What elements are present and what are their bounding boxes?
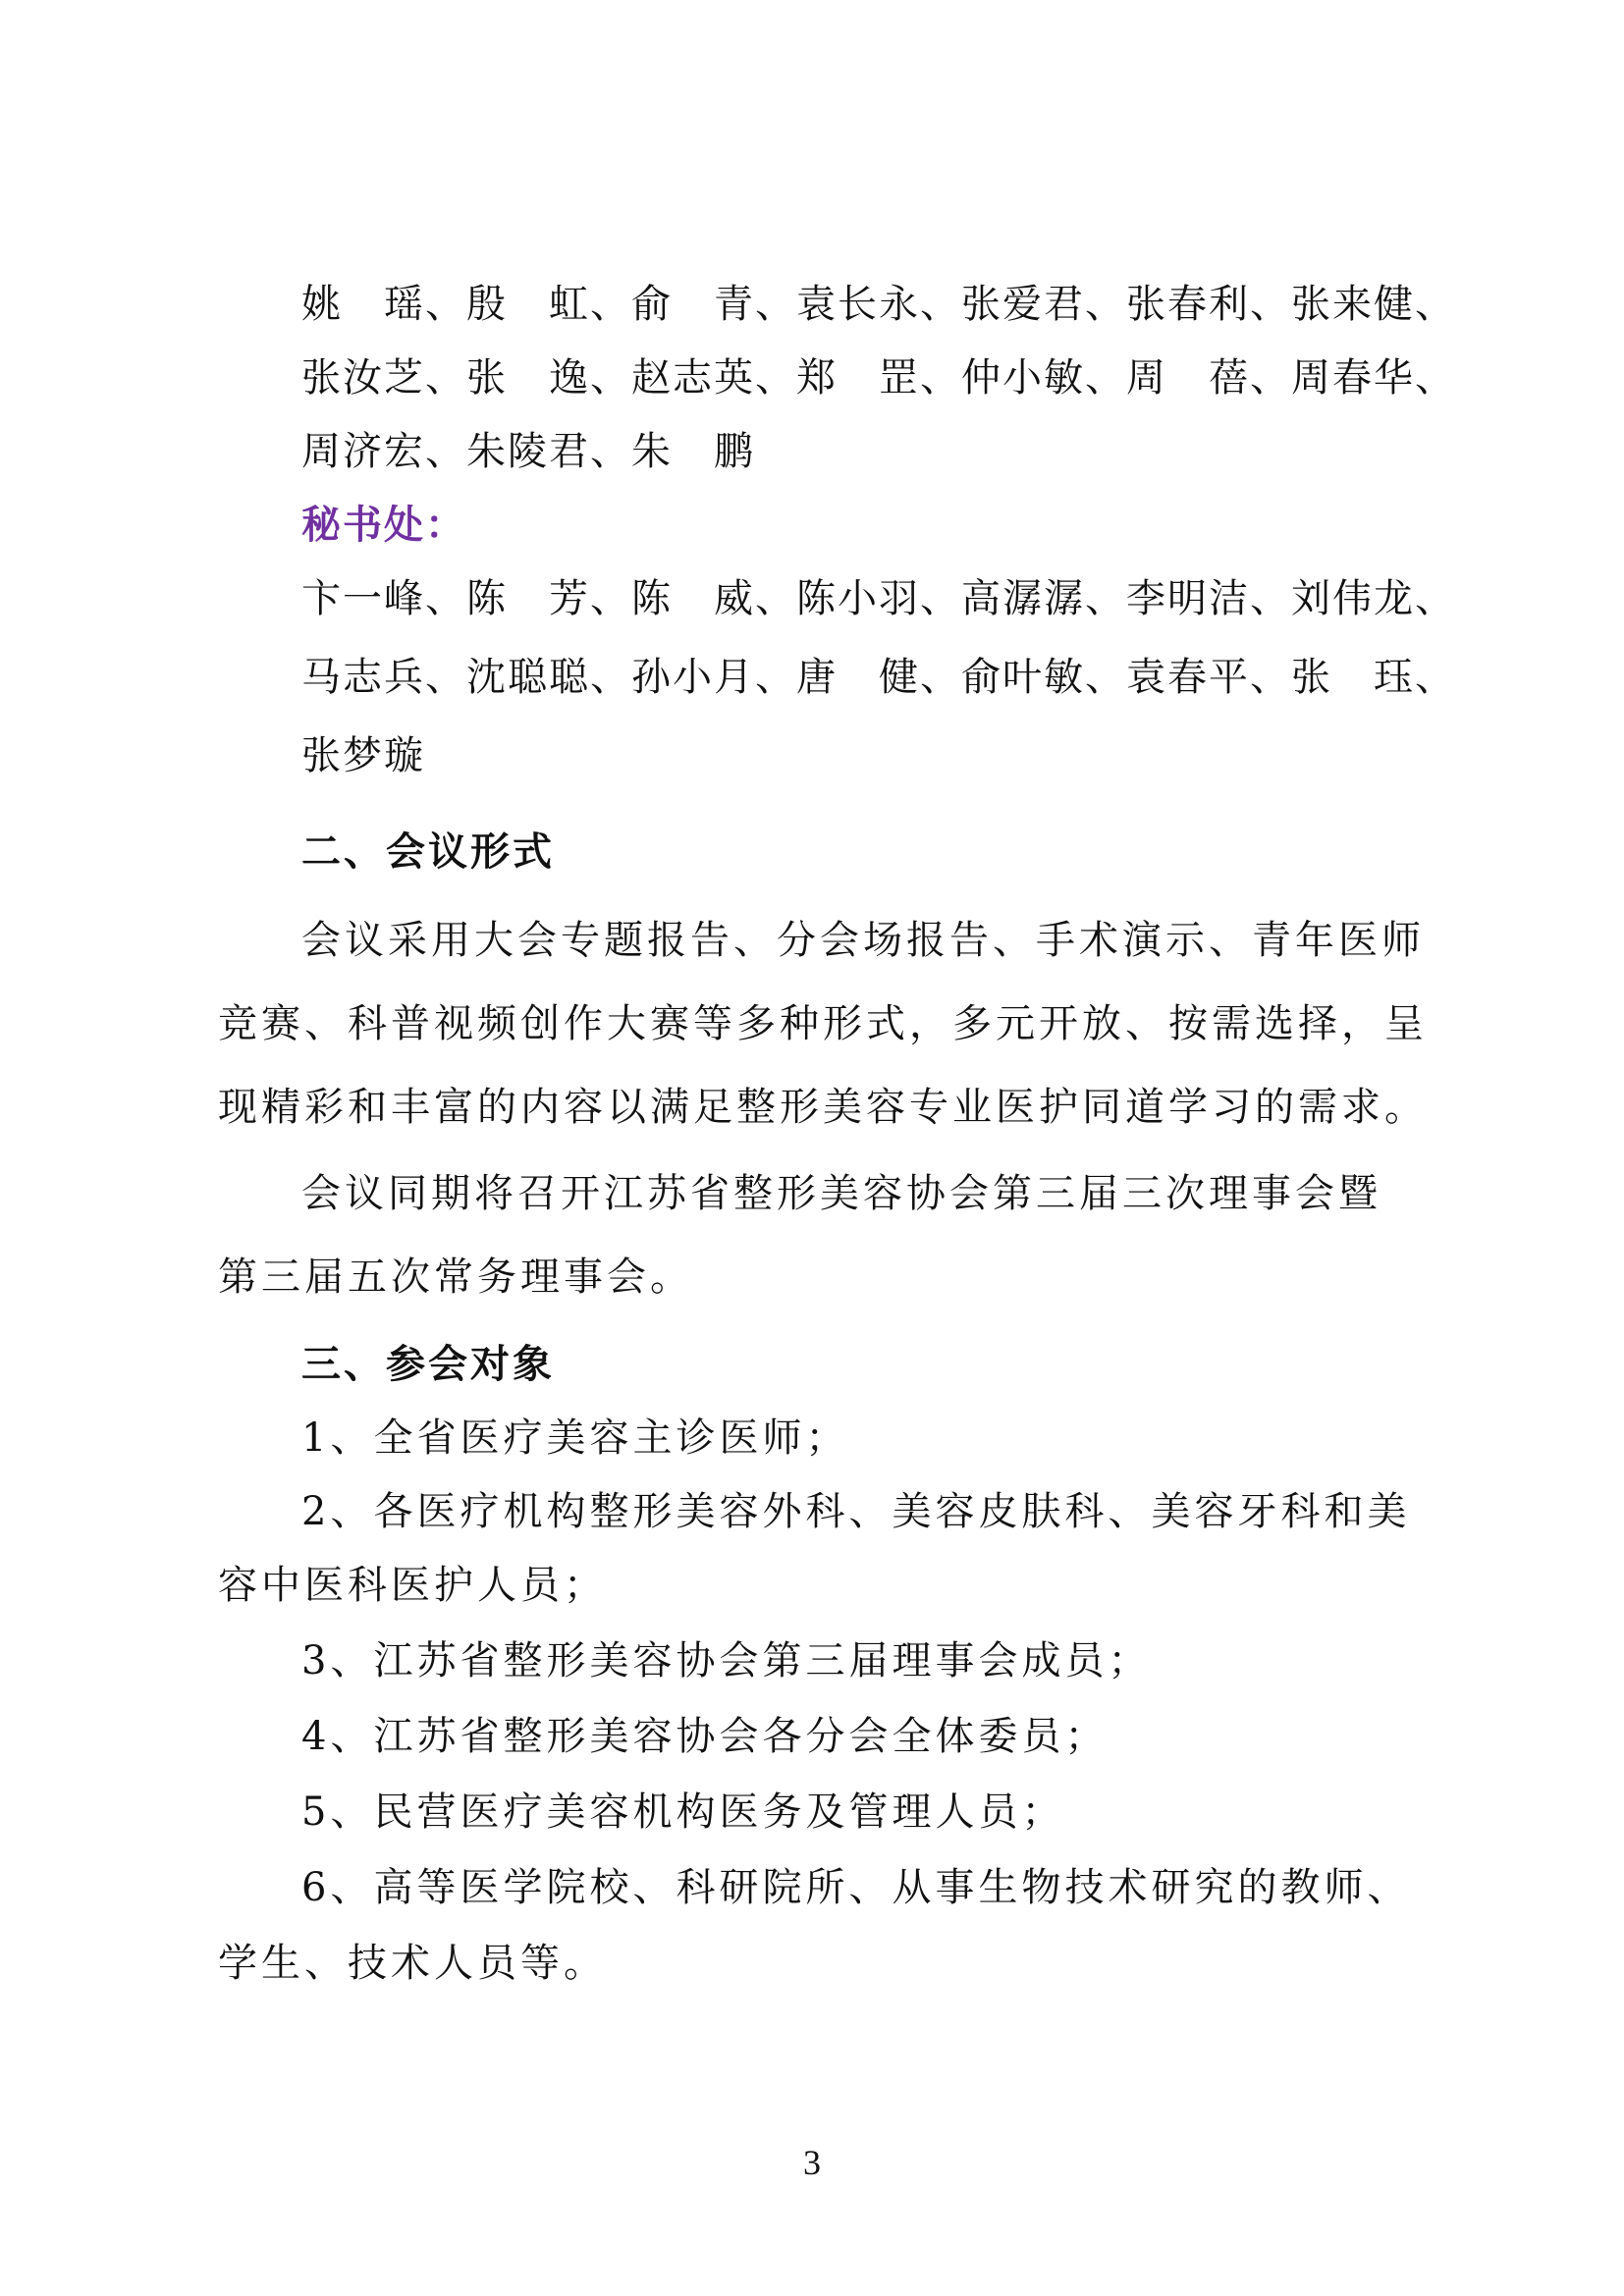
- name-list-line: 卞一峰、陈 芳、陈 威、陈小羽、高潺潺、李明洁、刘伟龙、: [301, 576, 1456, 621]
- list-item: 3、江苏省整形美容协会第三届理事会成员；: [301, 1638, 1152, 1683]
- name-list-line: 马志兵、沈聪聪、孙小月、唐 健、俞叶敏、袁春平、张 珏、: [301, 655, 1456, 700]
- list-item: 5、民营医疗美容机构医务及管理人员；: [301, 1789, 1065, 1835]
- name-list-line: 张汝芝、张 逸、赵志英、郑 罡、仲小敏、周 蓓、周春华、: [301, 355, 1456, 400]
- name-list-line: 姚 瑶、殷 虹、俞 青、袁长永、张爱君、张春利、张来健、: [301, 282, 1456, 327]
- name-list-line: 周济宏、朱陵君、朱 鹏: [301, 429, 755, 474]
- list-item-continuation: 容中医科医护人员；: [218, 1563, 607, 1608]
- list-item: 2、各医疗机构整形美容外科、美容皮肤科、美容牙科和美: [301, 1489, 1411, 1534]
- paragraph-line: 会议采用大会专题报告、分会场报告、手术演示、青年医师: [301, 918, 1425, 963]
- paragraph-line: 竞赛、科普视频创作大赛等多种形式，多元开放、按需选择，呈: [218, 1001, 1428, 1046]
- list-item: 1、全省医疗美容主诊医师；: [301, 1415, 849, 1461]
- list-item: 4、江苏省整形美容协会各分会全体委员；: [301, 1714, 1109, 1759]
- page-number: 3: [803, 2143, 821, 2182]
- section-heading: 三、参会对象: [301, 1341, 555, 1387]
- list-item: 6、高等医学院校、科研院所、从事生物技术研究的教师、: [301, 1865, 1411, 1910]
- paragraph-line: 现精彩和丰富的内容以满足整形美容专业医护同道学习的需求。: [218, 1085, 1428, 1130]
- name-list-line: 张梦璇: [301, 733, 425, 778]
- section-heading: 二、会议形式: [301, 828, 555, 875]
- secretariat-title: 秘书处：: [301, 502, 466, 548]
- list-item-continuation: 学生、技术人员等。: [218, 1941, 607, 1986]
- paragraph-line: 第三届五次常务理事会。: [218, 1255, 693, 1300]
- paragraph-line: 会议同期将召开江苏省整形美容协会第三届三次理事会暨: [301, 1171, 1381, 1216]
